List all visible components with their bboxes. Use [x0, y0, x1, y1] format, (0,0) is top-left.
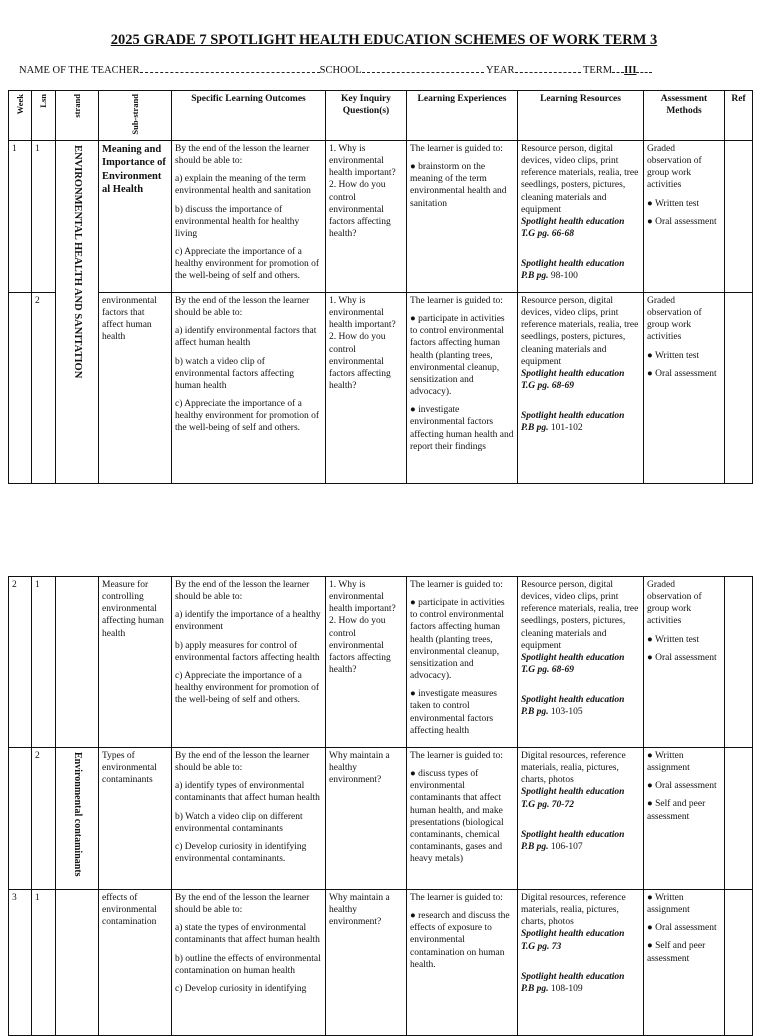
slo-intro: By the end of the lesson the learner should be able to: [175, 580, 310, 603]
assessment-item: ● Self and peer assessment [647, 799, 706, 822]
assessment-cell [644, 577, 725, 748]
pb-pages: 106-107 [550, 841, 583, 852]
experiences-cell [407, 890, 518, 1036]
experience-item: ● brainstorm on the meaning of the term environmental health and sanitation [410, 162, 507, 209]
term-value: III [624, 65, 637, 76]
slo-header: Specific Learning Outcomes [172, 91, 326, 141]
strand-cell [56, 577, 99, 748]
experiences-cell [407, 748, 518, 890]
pb-label: Spotlight health education P.B pg. [521, 695, 625, 718]
table-row [9, 748, 753, 890]
experiences-header: Learning Experiences [407, 91, 518, 141]
year-blank [515, 63, 581, 73]
slo-item: b) discuss the importance of environmental health for healthy living [175, 204, 300, 239]
slo-item: b) Watch a video clip on different environmental contaminants [175, 811, 303, 834]
resources-text: Resource person, digital devices, video clips, print reference materials, realia, tree seedlings, posters, pictures, cleaning materials and equipment [521, 296, 639, 367]
slo-item: a) identify environmental factors that affect human health [175, 326, 317, 349]
kiq-question: Why maintain a healthy environment? [329, 893, 390, 928]
ref-cell [725, 748, 753, 890]
table-row [9, 293, 753, 484]
lesson-cell: 1 [32, 141, 56, 293]
slo-item: b) outline the effects of environmental contamination on human health [175, 953, 321, 976]
ref-cell [725, 141, 753, 293]
experience-item: ● investigate measures taken to control environmental factors affecting health [410, 689, 497, 736]
tg-reference: Spotlight health education T.G pg. 68-69 [521, 368, 625, 392]
document-title: 2025 GRADE 7 SPOTLIGHT HEALTH EDUCATION SCHEMES OF WORK TERM 3 [110, 32, 658, 48]
assessment-item: ● Written test [647, 350, 700, 361]
pb-reference [521, 829, 640, 853]
assessment-item: ● Written test [647, 634, 700, 645]
pb-pages: 108-109 [550, 983, 583, 994]
slo-intro: By the end of the lesson the learner should be able to: [175, 751, 310, 774]
tg-reference: Spotlight health education T.G pg. 70-72 [521, 787, 625, 810]
slo-cell [172, 577, 326, 748]
header-row [9, 91, 753, 141]
substrand-cell: Measure for controlling environmental affecting human health [99, 577, 172, 748]
tg-reference: Spotlight health education T.G pg. 66-68 [521, 216, 625, 240]
assessment-item: Graded observation of group work activities [647, 144, 702, 191]
resources-text: Resource person, digital devices, video clips, print reference materials, realia, tree seedlings, posters, pictures, cleaning materials and equipment [521, 144, 639, 215]
kiq-cell [326, 293, 407, 484]
ref-cell [725, 890, 753, 1036]
slo-item: b) apply measures for control of environmental factors affecting health [175, 640, 320, 663]
pb-reference [521, 258, 640, 282]
experience-item: ● research and discuss the effects of exposure to environmental contamination on human health. [410, 911, 510, 970]
assessment-item: ● Written assignment [647, 893, 690, 916]
pb-reference [521, 971, 640, 995]
week-cell [9, 293, 32, 484]
pb-label: Spotlight health education P.B pg. [521, 829, 625, 852]
assessment-item: ● Written assignment [647, 751, 690, 774]
pb-reference [521, 694, 640, 718]
week-cell: 3 [9, 890, 32, 1036]
slo-item: a) identify the importance of a healthy environment [175, 610, 321, 633]
slo-intro: By the end of the lesson the learner should be able to: [175, 296, 310, 319]
assessment-item: ● Self and peer assessment [647, 941, 706, 964]
strand-cell [56, 141, 99, 484]
slo-intro: By the end of the lesson the learner should be able to: [175, 893, 310, 916]
ref-header: Ref [725, 91, 753, 141]
slo-item: c) Develop curiosity in identifying [175, 983, 307, 994]
kiq-question: 2. How do you control environmental factors affecting health? [329, 180, 391, 240]
kiq-cell [326, 748, 407, 890]
slo-cell [172, 141, 326, 293]
resources-text: Digital resources, reference materials, realia, pictures, charts, photos [521, 751, 626, 786]
slo-item: b) watch a video clip of environmental factors affecting human health [175, 356, 295, 391]
slo-item: a) identify types of environmental contaminants that affect human health [175, 781, 320, 804]
week-cell: 2 [9, 577, 32, 748]
ref-cell [725, 293, 753, 484]
pb-reference [521, 410, 640, 434]
slo-cell [172, 293, 326, 484]
pb-label: Spotlight health education P.B pg. [521, 971, 625, 994]
strand-cell [56, 748, 99, 890]
strand-header: strand [56, 91, 99, 141]
slo-item: a) explain the meaning of the term environmental health and sanitation [175, 174, 311, 197]
slo-item: a) state the types of environmental contaminants that affect human health [175, 923, 320, 946]
substrand-cell: Types of environmental contaminants [99, 748, 172, 890]
assessment-cell [644, 890, 725, 1036]
school-name-blank [362, 63, 484, 73]
kiq-cell [326, 890, 407, 1036]
table-row [9, 141, 753, 293]
table-row [9, 890, 753, 1036]
slo-cell [172, 748, 326, 890]
resources-cell [518, 293, 644, 484]
resources-text: Digital resources, reference materials, realia, pictures, charts, photos [521, 893, 626, 928]
experiences-cell [407, 577, 518, 748]
resources-cell [518, 577, 644, 748]
term-blank-left [612, 63, 624, 73]
experiences-intro: The learner is guided to: [410, 893, 503, 903]
assessment-item: ● Oral assessment [647, 923, 717, 934]
teacher-label: NAME OF THE TEACHER [19, 65, 140, 76]
assessment-item: ● Oral assessment [647, 368, 717, 379]
strand-text: Environmental contaminants [71, 752, 83, 877]
pb-label: Spotlight health education P.B pg. [521, 259, 625, 282]
assessment-item: ● Oral assessment [647, 216, 717, 227]
assessment-item: ● Written test [647, 198, 700, 209]
experience-item: ● discuss types of environmental contaminants that affect human health, and make presentations (biological contaminants, chemical contaminants, gases and heavy metals) [410, 769, 504, 865]
pb-pages: 103-105 [550, 707, 583, 718]
resources-cell [518, 748, 644, 890]
slo-item: c) Appreciate the importance of a healthy environment for promotion of the well-being of self and others. [175, 399, 320, 434]
experiences-intro: The learner is guided to: [410, 144, 503, 154]
slo-intro: By the end of the lesson the learner should be able to: [175, 144, 310, 167]
kiq-question: 2. How do you control environmental factors affecting health? [329, 332, 391, 392]
year-label: YEAR [485, 65, 515, 76]
resources-cell [518, 141, 644, 293]
substrand-cell: effects of environmental contamination [99, 890, 172, 1036]
kiq-question: 1. Why is environmental health important? [329, 580, 396, 615]
assessment-cell [644, 293, 725, 484]
kiq-question: 1. Why is environmental health important? [329, 144, 396, 179]
experience-item: ● investigate environmental factors affecting human health and report their findings [410, 405, 514, 452]
assessment-item: ● Oral assessment [647, 652, 717, 663]
assessment-header: Assessment Methods [644, 91, 725, 141]
substrand-header: Sub-strand [99, 91, 172, 141]
tg-reference: Spotlight health education T.G pg. 68-69 [521, 652, 625, 676]
strand-cell [56, 890, 99, 1036]
kiq-question: 2. How do you control environmental factors affecting health? [329, 616, 391, 676]
resources-gap [521, 240, 640, 258]
resources-gap [521, 811, 640, 829]
resources-text: Resource person, digital devices, video clips, print reference materials, realia, tree seedlings, posters, pictures, cleaning materials and equipment [521, 580, 639, 651]
substrand-cell: Meaning and Importance of Environment al Health [99, 141, 172, 293]
assessment-item: ● Oral assessment [647, 781, 717, 792]
scheme-table-2 [8, 576, 753, 1036]
experiences-cell [407, 293, 518, 484]
assessment-item: Graded observation of group work activities [647, 296, 702, 343]
school-label: SCHOOL [319, 65, 362, 76]
week-cell [9, 748, 32, 890]
scheme-table-1 [8, 90, 753, 484]
tg-reference: Spotlight health education T.G pg. 73 [521, 929, 625, 952]
slo-cell [172, 890, 326, 1036]
strand-text: ENVIRONMENTAL HEALTH AND SANITATION [72, 145, 84, 379]
term-blank-right [636, 63, 652, 73]
slo-item: c) Appreciate the importance of a healthy environment for promotion of the well-being of self and others. [175, 247, 320, 282]
lesson-cell: 1 [32, 577, 56, 748]
experiences-intro: The learner is guided to: [410, 751, 503, 761]
pb-pages: 98-100 [550, 271, 578, 282]
experiences-intro: The learner is guided to: [410, 580, 503, 590]
slo-item: c) Develop curiosity in identifying environmental contaminants. [175, 841, 307, 865]
lesson-cell: 1 [32, 890, 56, 1036]
week-header: Week [9, 91, 32, 141]
resources-gap [521, 392, 640, 410]
teacher-name-blank [140, 63, 320, 73]
substrand-cell: environmental factors that affect human health [99, 293, 172, 484]
table-row [9, 577, 753, 748]
kiq-cell [326, 577, 407, 748]
week-cell: 1 [9, 141, 32, 293]
assessment-cell [644, 748, 725, 890]
kiq-cell [326, 141, 407, 293]
slo-item: c) Appreciate the importance of a healthy environment for promotion of the well-being of self and others. [175, 670, 320, 706]
teacher-info-line [19, 63, 652, 76]
resources-gap [521, 676, 640, 694]
resources-gap [521, 953, 640, 971]
kiq-question: Why maintain a healthy environment? [329, 751, 390, 786]
experience-item: ● participate in activities to control environmental factors affecting human health (planting trees, environmental cleanup, sensitization and advocacy). [410, 314, 505, 398]
assessment-cell [644, 141, 725, 293]
resources-cell [518, 890, 644, 1036]
resources-header: Learning Resources [518, 91, 644, 141]
lesson-cell: 2 [32, 748, 56, 890]
kiq-header: Key Inquiry Question(s) [326, 91, 407, 141]
lesson-cell: 2 [32, 293, 56, 484]
lesson-header: Lsn [32, 91, 56, 141]
ref-cell [725, 577, 753, 748]
kiq-question: 1. Why is environmental health important? [329, 296, 396, 331]
experiences-intro: The learner is guided to: [410, 296, 503, 306]
pb-pages: 101-102 [550, 423, 583, 434]
term-label: TERM [582, 65, 613, 76]
pb-label: Spotlight health education P.B pg. [521, 411, 625, 434]
assessment-item: Graded observation of group work activities [647, 580, 702, 627]
experiences-cell [407, 141, 518, 293]
experience-item: ● participate in activities to control environmental factors affecting human health (planting trees, environmental cleanup, sensitization and advocacy). [410, 598, 505, 682]
